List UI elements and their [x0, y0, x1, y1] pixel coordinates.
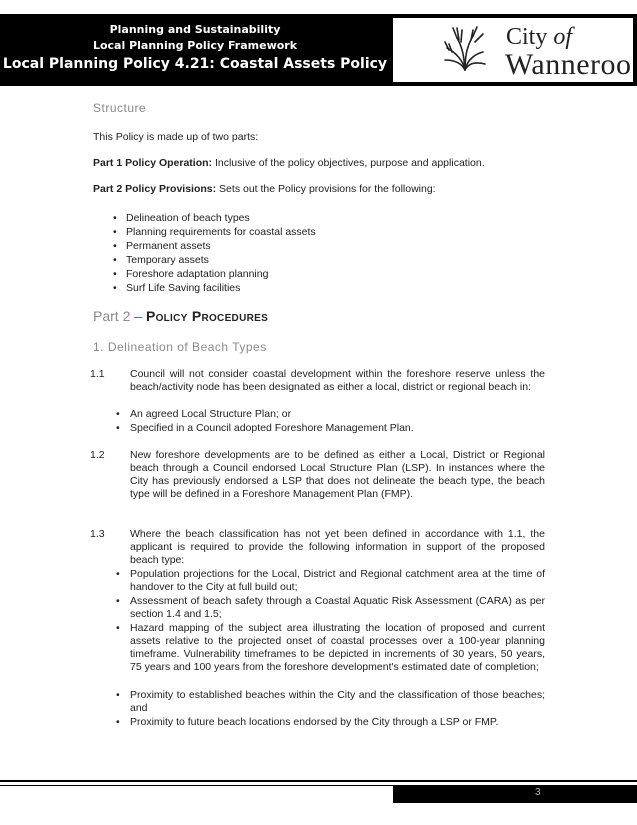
page-number: 3: [535, 787, 541, 798]
footer-rule: [0, 780, 637, 782]
bullet-dot: •: [116, 622, 120, 634]
clause-1-3-bullet: Assessment of beach safety through a Coastal Aquatic Risk Assessment (CARA) as per section 1.4 and 1.5;: [130, 595, 545, 620]
part2-line: [93, 183, 436, 196]
part1-label: Part 1 Policy Operation:: [93, 157, 213, 169]
clause-number: 1.1: [90, 368, 105, 380]
structure-intro: This Policy is made up of two parts:: [93, 131, 259, 143]
clause-1-3-bullet: Population projections for the Local, District and Regional catchment area at the time of handover to the City at full build out;: [130, 568, 545, 593]
part1-text: Inclusive of the policy objectives, purpose and application.: [212, 157, 485, 169]
clause-1-2-text: New foreshore developments are to be defined as either a Local, District or Regional beach through a Council endorsed Local Structure Plan (LSP). In instances where the City has previously endorsed a LSP that does not delineate the beach type, the beach type will be defined in a Foreshore Management Plan (FMP).: [130, 449, 545, 500]
page-header: [0, 14, 637, 86]
clause-1-3-bullet: Proximity to established beaches within the City and the classification of those beaches; and: [130, 689, 545, 714]
part2-heading: Part 2 – Policy Procedures: [93, 308, 269, 324]
bullet-dot: •: [116, 716, 120, 728]
bullet-dot: •: [116, 595, 120, 607]
logo-wanneroo-text: Wanneroo: [505, 48, 632, 81]
city-logo: [393, 18, 633, 82]
bullet-dot: •: [116, 689, 120, 701]
bullet-dot: •: [116, 408, 120, 420]
clause-1-3-bullet: Hazard mapping of the subject area illustrating the location of proposed and current assets relative to the projected onset of coastal processes over a 100-year planning timeframe. Vulnerability timeframes to be depicted in increments of 30 years, 50 years, 75 years and 100 years from the foreshore development's estimated date of completion;: [130, 622, 545, 673]
footer-left-band: [0, 785, 393, 804]
clause-1-1-bullet: An agreed Local Structure Plan; or: [130, 408, 292, 420]
bullet-dot: •: [116, 568, 120, 580]
part2-text: Sets out the Policy provisions for the following:: [216, 183, 436, 195]
clause-number: 1.2: [90, 449, 105, 461]
clause-1-3-bullet: Proximity to future beach locations endorsed by the City through a LSP or FMP.: [130, 716, 499, 728]
header-policy-title: Local Planning Policy 4.21: Coastal Assets Policy: [2, 56, 388, 72]
part1-line: [93, 157, 485, 170]
clause-number: 1.3: [90, 528, 105, 540]
part2-label: Part 2 Policy Provisions:: [93, 183, 217, 195]
clause-1-1-bullet: Specified in a Council adopted Foreshore Management Plan.: [130, 422, 414, 434]
footer-right-band: [393, 785, 637, 803]
logo-city-text: City of: [506, 24, 573, 50]
grass-tree-icon: [443, 24, 487, 72]
clause-1-3-text: Where the beach classification has not yet been defined in accordance with 1.1, the applicant is required to provide the following information in support of the proposed beach type:: [130, 528, 545, 566]
structure-heading: Structure: [93, 101, 147, 115]
header-line-2: Local Planning Policy Framework: [92, 39, 298, 52]
clause-1-1-text: Council will not consider coastal development within the foreshore reserve unless the beach/activity node has been designated as either a local, district or regional beach in:: [130, 368, 545, 393]
bullet-dot: •: [116, 422, 120, 434]
header-line-1: Planning and Sustainability: [109, 23, 281, 36]
header-title-block: [0, 14, 390, 86]
section-1-heading: 1. Delineation of Beach Types: [93, 340, 267, 354]
